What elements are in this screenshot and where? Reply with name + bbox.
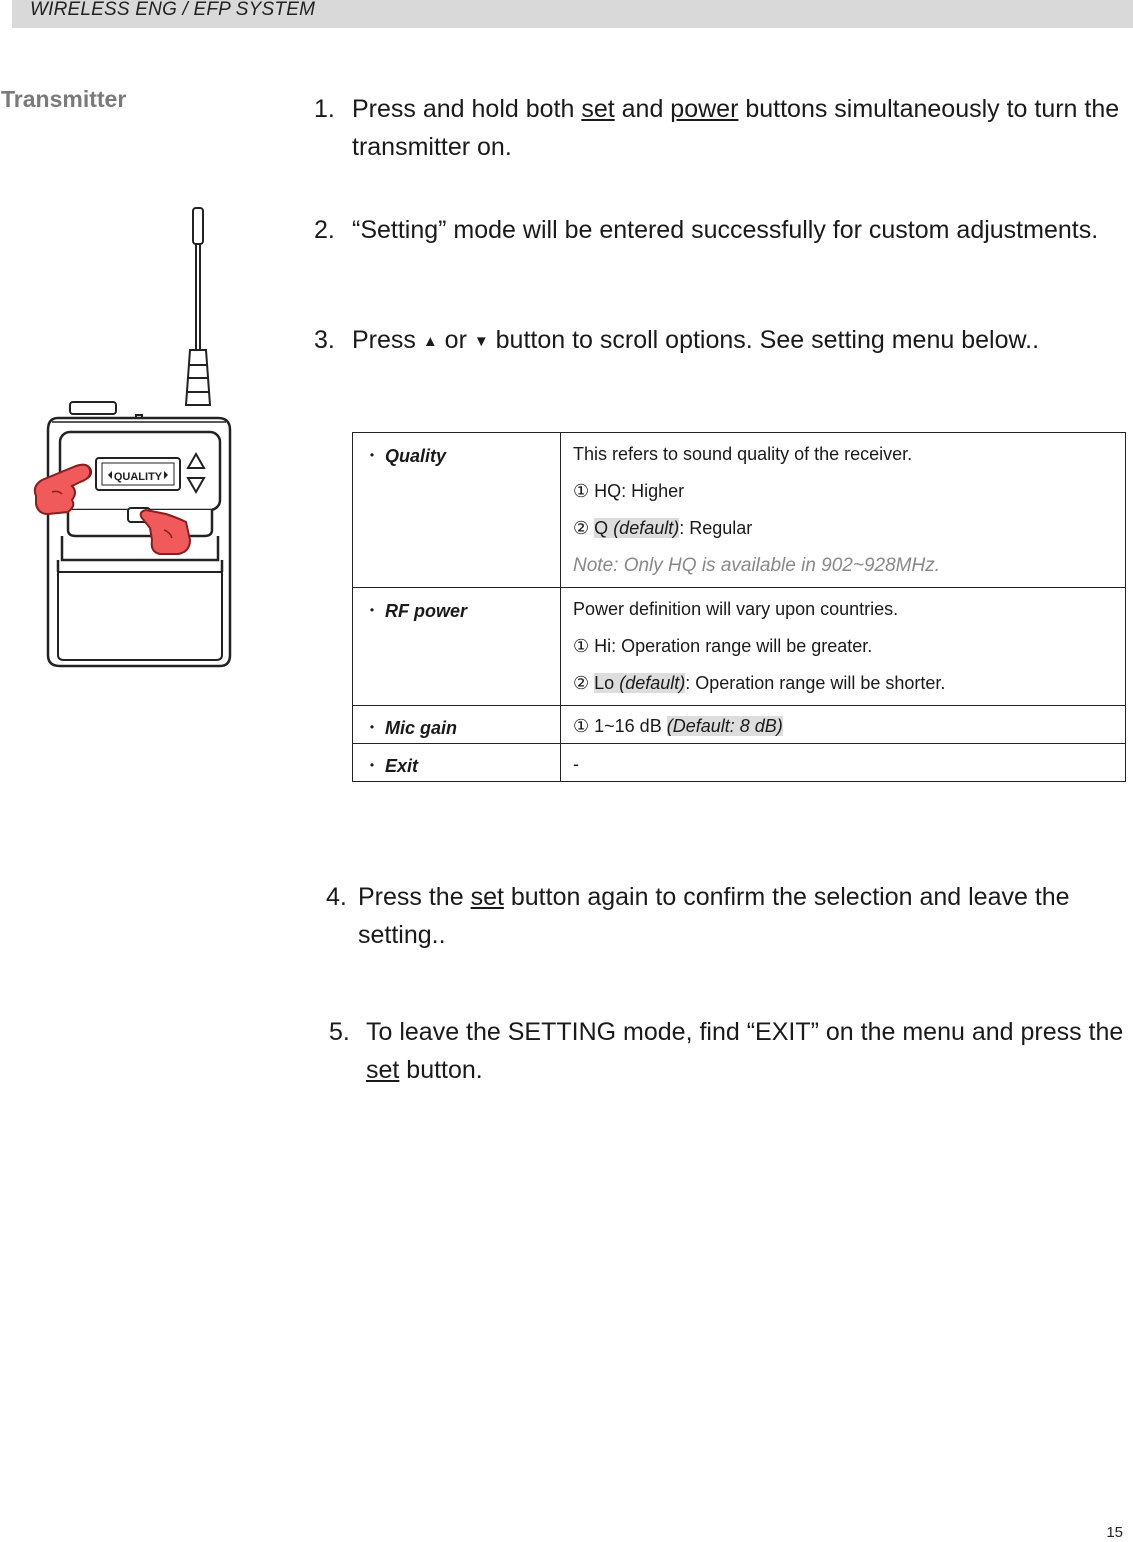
table-row — [353, 706, 1126, 744]
step-5 — [329, 1013, 1129, 1089]
power-keyword: power — [670, 95, 739, 123]
set-keyword: set — [366, 1056, 400, 1084]
setting-label: ・ Quality — [353, 433, 561, 588]
step-number: 1. — [314, 95, 335, 123]
table-row — [353, 588, 1126, 706]
setting-label: ・ Mic gain — [353, 706, 561, 744]
set-keyword: set — [581, 95, 615, 123]
display-text: QUALITY — [113, 471, 163, 483]
antenna — [186, 208, 210, 405]
device-body — [48, 418, 230, 666]
section-title: Transmitter — [1, 86, 127, 112]
step-text: Press the set button again to confirm the selection and leave the setting.. — [358, 883, 1070, 949]
up-arrow-icon: ▲ — [422, 333, 438, 350]
step-text: To leave the SETTING mode, find “EXIT” on the menu and press the set button. — [366, 1018, 1124, 1084]
transmitter-illustration — [28, 200, 238, 670]
table-row — [353, 744, 1126, 782]
note-text: Note: Only HQ is available in 902~928MHz. — [573, 555, 940, 576]
lcd-display — [96, 458, 180, 490]
table-row — [353, 433, 1126, 588]
setting-description: - — [561, 744, 1126, 782]
step-number: 3. — [314, 326, 335, 354]
step-text: “Setting” mode will be entered successfully for custom adjustments. — [352, 216, 1099, 244]
step-2 — [314, 211, 1124, 249]
step-3 — [314, 321, 1124, 361]
step-number: 2. — [314, 216, 335, 244]
step-text: Press ▲ or ▼ button to scroll options. See setting menu below.. — [352, 326, 1040, 354]
step-number: 5. — [329, 1018, 350, 1046]
header-bar — [12, 0, 1133, 28]
setting-description: Power definition will vary upon countries. ① Hi: Operation range will be greater. ② Lo (default): Operation range will be shorter. — [561, 588, 1126, 706]
step-1 — [314, 90, 1124, 166]
setting-label: ・ Exit — [353, 744, 561, 782]
step-number: 4. — [326, 883, 347, 911]
header-title: WIRELESS ENG / EFP SYSTEM — [30, 0, 316, 20]
settings-menu-table — [352, 432, 1126, 782]
page-number: 15 — [1106, 1524, 1123, 1541]
setting-label: ・ RF power — [353, 588, 561, 706]
setting-description: ① 1~16 dB (Default: 8 dB) — [561, 706, 1126, 744]
step-4 — [326, 878, 1131, 954]
step-text: Press and hold both set and power buttons simultaneously to turn the transmitter on. — [352, 95, 1120, 161]
down-arrow-icon: ▼ — [473, 333, 489, 350]
set-keyword: set — [470, 883, 504, 911]
setting-description: This refers to sound quality of the receiver. ① HQ: Higher ② Q (default): Regular Note: Only HQ is available in 902~928MHz. — [561, 433, 1126, 588]
